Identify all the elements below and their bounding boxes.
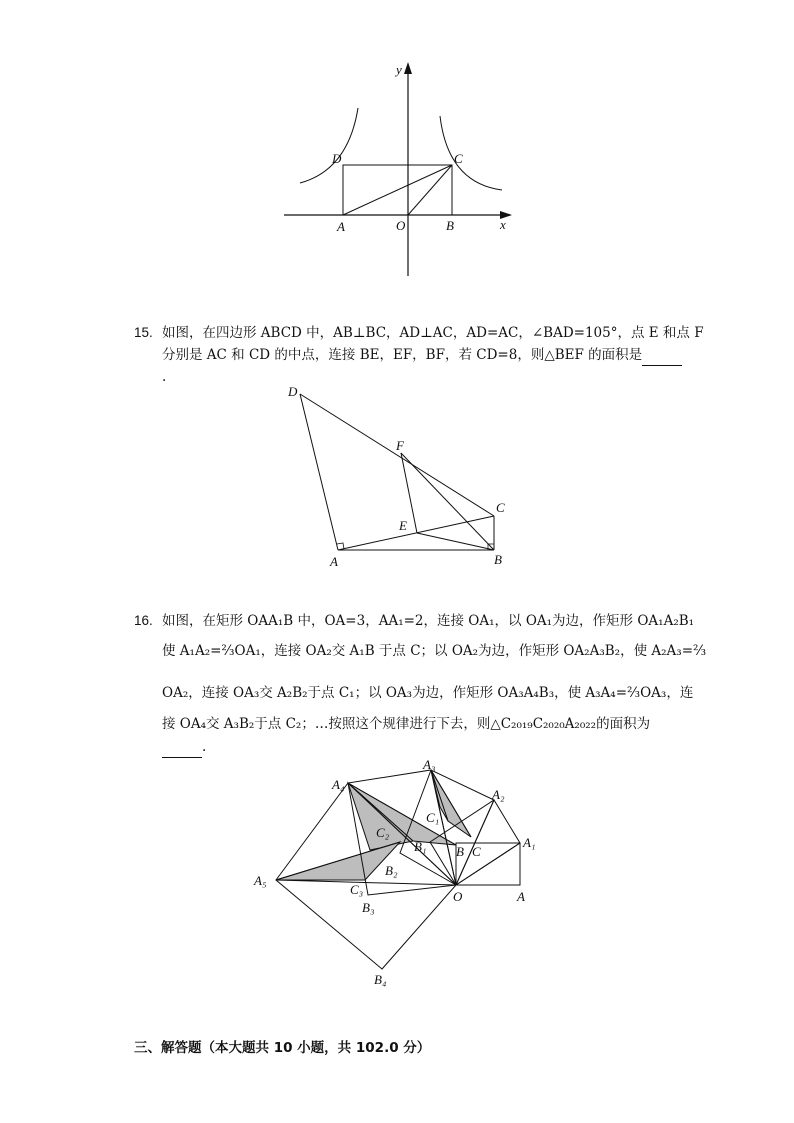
label-B1: B₁ <box>414 839 427 854</box>
label-B3: B₃ <box>362 900 375 915</box>
label-A4: A₄ <box>332 777 345 792</box>
figure-rectangle-spiral <box>250 755 550 995</box>
label-C3: C₃ <box>350 882 364 897</box>
question-text: 分别是 AC 和 CD 的中点，连接 BE，EF，BF，若 CD=8，则△BEF 的面积是 <box>162 347 643 363</box>
question-number: 16. <box>134 613 153 628</box>
label-y: y <box>396 62 402 77</box>
label-B: B <box>446 218 454 233</box>
question-text: . <box>202 739 207 755</box>
question-text-line: 如图，在矩形 OAA₁B 中，OA=3，AA₁=2，连接 OA₁，以 OA₁为边，作矩形 OA₁A₂B₁ <box>162 613 695 629</box>
label-A2: A₂ <box>492 787 505 802</box>
label-B4: B₄ <box>374 972 387 987</box>
label-C2: C₂ <box>376 825 390 840</box>
label-B: B <box>456 844 464 859</box>
label-A: A <box>337 219 345 234</box>
label-x: x <box>500 217 506 232</box>
label-B: B <box>494 552 502 567</box>
label-E: E <box>399 518 407 533</box>
question-text-line: . <box>162 369 167 385</box>
label-D: D <box>332 151 342 166</box>
label-C: C <box>454 151 463 166</box>
label-C: C <box>472 844 481 859</box>
label-A5: A₅ <box>254 873 267 888</box>
answer-blank <box>162 743 202 758</box>
label-O: O <box>396 218 406 233</box>
label-D: D <box>288 384 298 399</box>
question-text-line: 如图，在四边形 ABCD 中，AB⊥BC，AD⊥AC，AD=AC，∠BAD=105°，点 E 和点 F <box>162 325 704 341</box>
question-text-line <box>162 344 682 366</box>
label-F: F <box>396 438 404 453</box>
answer-blank <box>642 351 682 366</box>
label-A: A <box>517 889 525 904</box>
label-A1: A₁ <box>523 835 536 850</box>
question-text-line: OA₂，连接 OA₃交 A₂B₂于点 C₁；以 OA₃为边，作矩形 OA₃A₄B₃，使 A₃A₄=⅔OA₃，连 <box>162 685 694 701</box>
question-number: 15. <box>134 325 153 340</box>
label-C: C <box>496 500 505 515</box>
question-text-line <box>162 736 206 758</box>
section-heading: 三、解答题（本大题共 10 小题，共 102.0 分） <box>134 1040 431 1056</box>
figure-hyperbola-rectangle <box>280 58 520 280</box>
label-B2: B₂ <box>385 863 398 878</box>
figure-quadrilateral-abcd <box>284 380 514 572</box>
question-text-line: 使 A₁A₂=⅔OA₁，连接 OA₂交 A₁B 于点 C；以 OA₂为边，作矩形 OA₂A₃B₂，使 A₂A₃=⅔ <box>162 643 707 659</box>
label-A: A <box>330 554 338 569</box>
label-A3: A₃ <box>423 757 436 772</box>
label-O: O <box>453 889 463 904</box>
question-text-line: 接 OA₄交 A₃B₂于点 C₂；…按照这个规律进行下去，则△C₂₀₁₉C₂₀₂₀A₂₀₂₂的面积为 <box>162 716 651 732</box>
label-C1: C₁ <box>426 810 440 825</box>
